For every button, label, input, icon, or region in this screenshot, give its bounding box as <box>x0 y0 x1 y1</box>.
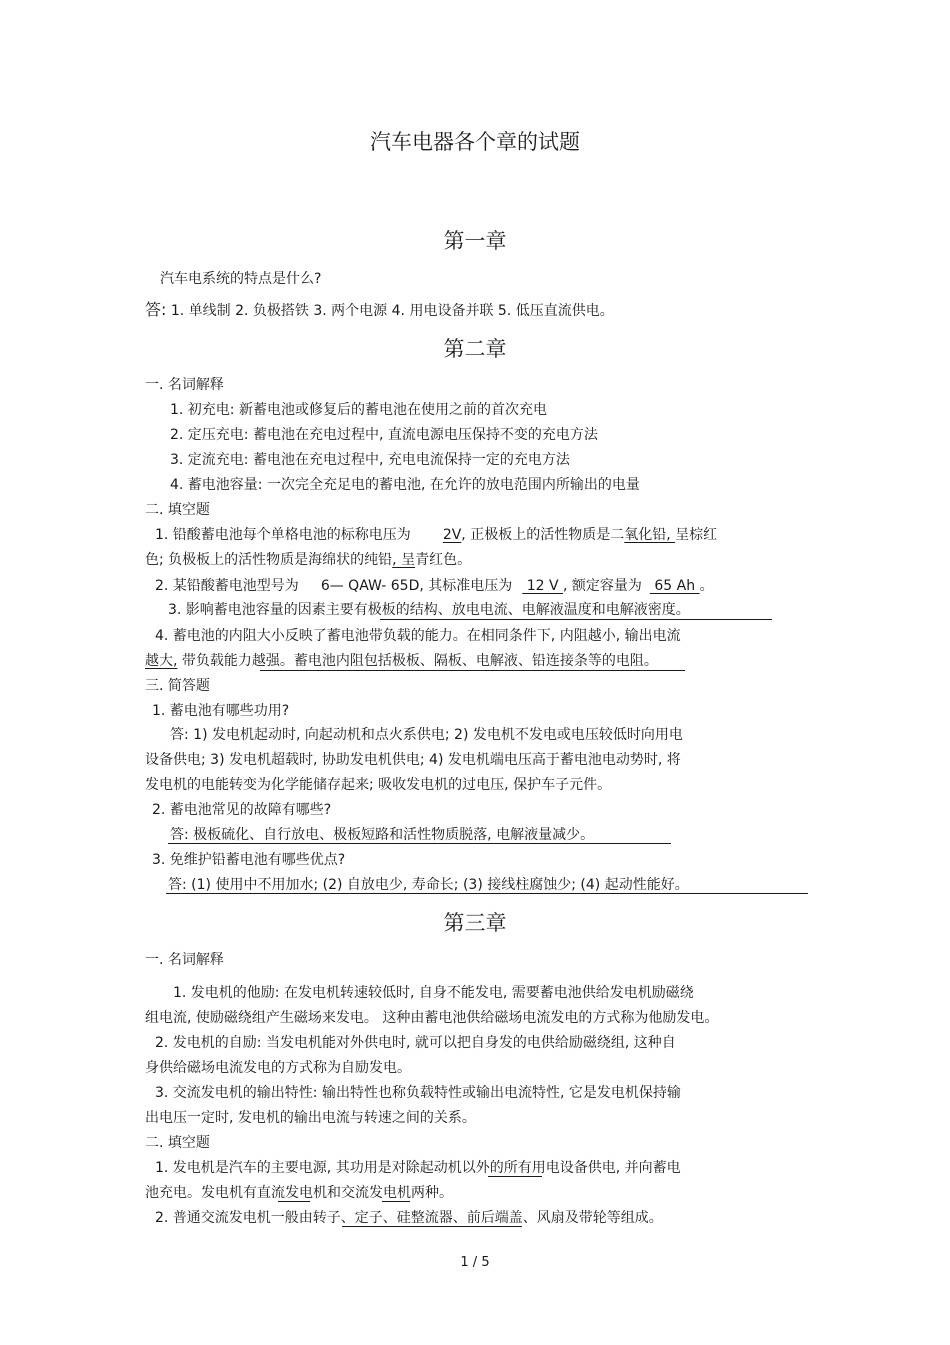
answer-text: 1. 单线制 2. 负极搭铁 3. 两个电源 4. 用电设备并联 5. 低压直流供电。 <box>170 303 614 319</box>
ch3-section-fill: 二. 填空题 <box>145 1135 210 1151</box>
fill-text: 。 <box>699 578 714 594</box>
fill-blank-lead-oxide: 氧化铅, <box>624 527 676 543</box>
fill-underline-ac <box>382 1201 410 1202</box>
fill-blank-larger: 越大, <box>145 653 178 669</box>
ch3-definition-1-line-1: 1. 发电机的他励: 在发电机转速较低时, 自身不能发电, 需要蓄电池供给发电机励磁绕 <box>173 985 694 1001</box>
fill-text: 呈棕红 <box>675 527 718 543</box>
ch2-fill-1 <box>155 526 717 544</box>
ch3-definition-2-line-2: 身供给磁场电流发电的方式称为自励发电。 <box>145 1060 411 1076</box>
ch2-section-definitions: 一. 名词解释 <box>145 377 224 393</box>
ch2-definition-2: 2. 定压充电: 蓄电池在充电过程中, 直流电源电压保持不变的充电方法 <box>170 427 598 443</box>
ch3-definition-2-line-1: 2. 发电机的自励: 当发电机能对外供电时, 就可以把自身发的电供给励磁绕组, 这种自 <box>155 1035 676 1051</box>
ch2-definition-3: 3. 定流充电: 蓄电池在充电过程中, 充电电流保持一定的充电方法 <box>170 452 570 468</box>
fill-text: 其标准电压为 <box>428 578 513 594</box>
fill-blank-voltage: 2V <box>442 527 462 543</box>
ch2-fill-4-cont <box>145 652 658 670</box>
ch2-fill-4: 4. 蓄电池的内阻大小反映了蓄电池带负载的能力。在相同条件下, 内阻越小, 输出电流 <box>155 628 681 644</box>
answer-label: 答: <box>145 300 167 319</box>
ch2-definition-1: 1. 初充电: 新蓄电池或修复后的蓄电池在使用之前的首次充电 <box>170 402 547 418</box>
ch2-fill-3: 3. 影响蓄电池容量的因素主要有极板的结构、放电电流、电解液温度和电解液密度。 <box>168 602 690 618</box>
fill-blank-color: , 呈 <box>392 552 416 568</box>
ch2-answer-1-line-3: 发电机的电能转变为化学能储存起来; 吸收发电机的过电压, 保护车子元件。 <box>145 777 612 793</box>
fill-text: 色; 负极板上的活性物质是海绵状的纯铅 <box>145 552 393 568</box>
chapter-3-heading: 第三章 <box>443 911 507 935</box>
ch1-question: 汽车电系统的特点是什么? <box>160 271 322 287</box>
ch2-question-1: 1. 蓄电池有哪些功用? <box>152 703 290 719</box>
ch3-definition-3-line-2: 出电压一定时, 发电机的输出电流与转速之间的关系。 <box>145 1110 476 1126</box>
answer-3-underline <box>166 893 808 894</box>
page-number: 1 / 5 <box>460 1255 490 1270</box>
ch3-definition-3-line-1: 3. 交流发电机的输出特性: 输出特性也称负载特性或输出电流特性, 它是发电机保持输 <box>155 1085 681 1101</box>
ch1-answer <box>145 301 614 320</box>
battery-model: 6— QAW- 65D, <box>320 578 424 594</box>
fill-3-underline <box>380 619 772 620</box>
fill-blank-standard-voltage: 12 V <box>522 578 564 594</box>
ch3-fill-1-line-1: 1. 发电机是汽车的主要电源, 其功用是对除起动机以外的所有用电设备供电, 并向蓄电 <box>155 1160 681 1176</box>
fill-underline-except-starter <box>488 1176 542 1177</box>
ch2-question-2: 2. 蓄电池常见的故障有哪些? <box>152 802 332 818</box>
document-title: 汽车电器各个章的试题 <box>370 130 580 154</box>
ch2-answer-2: 答: 极板硫化、自行放电、极板短路和活性物质脱落, 电解液量减少。 <box>170 827 595 843</box>
ch3-definition-1-line-2: 组电流, 使励磁绕组产生磁场来发电。 这种由蓄电池供给磁场电流发电的方式称为他励发电。 <box>145 1010 719 1026</box>
chapter-1-heading: 第一章 <box>443 229 507 253</box>
fill-underline-dc <box>278 1201 310 1202</box>
ch2-definition-4: 4. 蓄电池容量: 一次完全充足电的蓄电池, 在允许的放电范围内所输出的电量 <box>170 477 640 493</box>
ch3-section-definitions: 一. 名词解释 <box>145 952 224 968</box>
fill-blank-capacity: 65 Ah <box>649 578 700 594</box>
ch2-fill-2 <box>155 577 714 595</box>
ch2-answer-1-line-2: 设备供电; 3) 发电机超载时, 协助发电机供电; 4) 发电机端电压高于蓄电池电动势时, 将 <box>145 752 681 768</box>
fill-text: 1. 铅酸蓄电池每个单格电池的标称电压为 <box>155 527 411 543</box>
fill-underline-components <box>342 1226 522 1227</box>
ch3-fill-1-line-2: 池充电。发电机有直流发电机和交流发电机两种。 <box>145 1185 453 1201</box>
fill-text: , 额定容量为 <box>563 578 642 594</box>
answer-2-underline <box>168 843 671 844</box>
ch2-question-3: 3. 免维护铅蓄电池有哪些优点? <box>152 852 346 868</box>
fill-text: 2. 某铅酸蓄电池型号为 <box>155 578 299 594</box>
ch2-fill-1-cont <box>145 551 471 569</box>
fill-text: , 正极板上的活性物质是二 <box>461 527 625 543</box>
ch3-fill-2: 2. 普通交流发电机一般由转子、定子、硅整流器、前后端盖、风扇及带轮等组成。 <box>155 1210 663 1226</box>
fill-text: 青红色。 <box>415 552 472 568</box>
chapter-2-heading: 第二章 <box>443 337 507 361</box>
ch2-answer-1-line-1: 答: 1) 发电机起动时, 向起动机和点火系供电; 2) 发电机不发电或电压较低时向用电 <box>170 727 683 743</box>
ch2-answer-3: 答: (1) 使用中不用加水; (2) 自放电少, 寿命长; (3) 接线柱腐蚀少; (4) 起动性能好。 <box>168 877 689 893</box>
ch2-section-fill: 二. 填空题 <box>145 502 210 518</box>
fill-text: 带负载能力越强。蓄电池内阻包括极板、隔板、电解液、铅连接条等的电阻。 <box>177 653 658 669</box>
ch2-section-short-answer: 三. 简答题 <box>145 678 210 694</box>
fill-4-underline <box>260 670 685 671</box>
